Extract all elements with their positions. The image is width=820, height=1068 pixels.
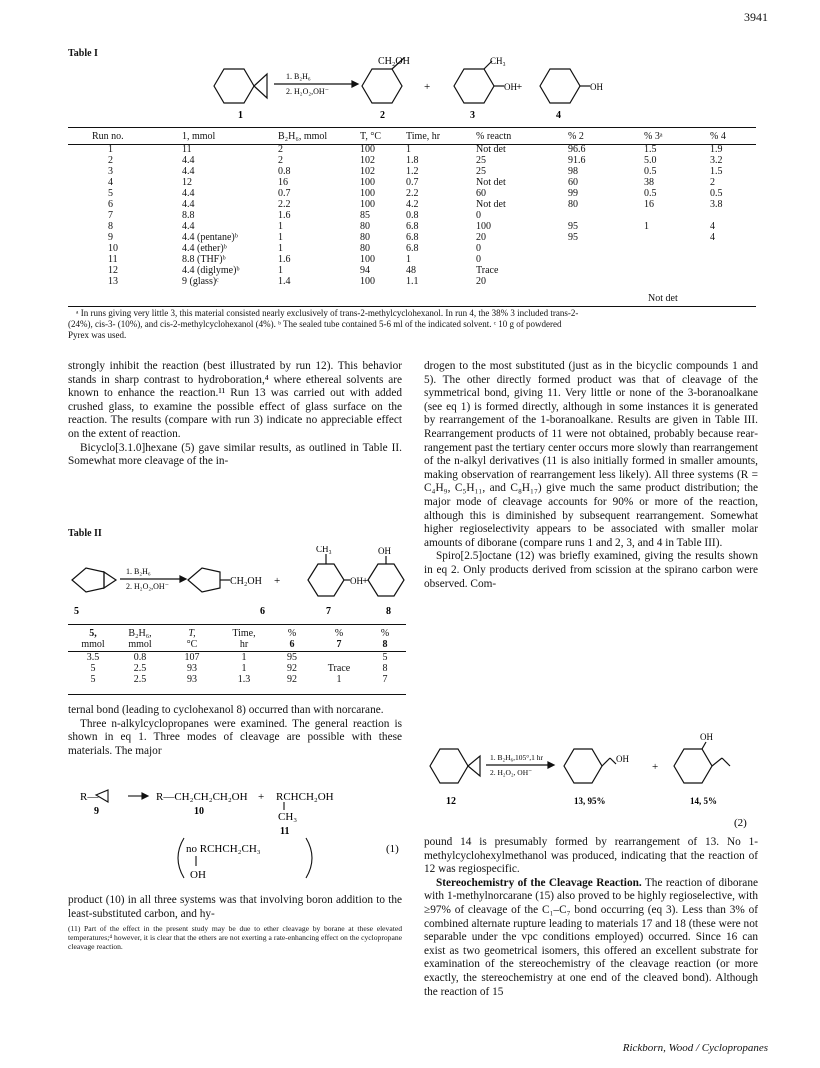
table1-cell: 6.8: [406, 232, 419, 243]
table1-cell: [642, 232, 708, 243]
t1-reagent-bottom: 2. H₂O₂,OH⁻: [286, 87, 329, 96]
t2-reagent-top: 1. B₂H₆: [126, 567, 151, 576]
t2-header-pct8: % 8: [380, 628, 390, 650]
table1-cell: 80: [360, 232, 370, 243]
table1-cell: 99: [568, 188, 578, 199]
table1-cell: 6.8: [406, 243, 419, 254]
table1-cell: 0: [476, 243, 481, 254]
table1-cell: 1.5: [644, 144, 657, 155]
t2-oh-8: OH: [378, 546, 391, 556]
table1-row: [92, 166, 756, 177]
table1-cell: 9 (glass)ᶜ: [182, 276, 219, 287]
t2-header-b2h6: B₂H₆, mmol: [128, 628, 152, 650]
table1-cell: 1: [406, 144, 411, 155]
table2-cell: 8: [382, 663, 388, 674]
table1: [92, 129, 756, 287]
eq1-label-9: 9: [94, 806, 99, 817]
left-para-1: strongly inhibit the reaction (best illustrated by run 12). This behavior stands in sharp contrast to hydroboration,⁴ where ethereal solvents are known to enhance the reaction.¹¹ Run 13 was carried out with added crushed glass, to examine the possible effect of glass surface on the reaction. The results (compare with run 3) indicate no appreciable effect on the extent of reaction.: [68, 360, 402, 440]
left-column-top: [68, 360, 402, 469]
t1-footnote-line2: (24%), cis-3- (10%), and cis-2-methylcyclohexanol (4%). ᵇ The sealed tube contained 5-6 ml of the indicated solvent. ᶜ 10 g of powdered: [68, 319, 562, 329]
table1-cell: 3.2: [710, 155, 723, 166]
table2-cell: 2.5: [133, 674, 147, 685]
eq2-reagent-bottom: 2. H₂O₂, OH⁻: [490, 768, 533, 777]
left-para-2: Bicyclo[3.1.0]hexane (5) gave similar results, as outlined in Table II. Somewhat more cleavage of the in-: [68, 441, 402, 468]
table1-cell: 0.5: [644, 166, 657, 177]
t1-compound-3: 3: [470, 110, 475, 121]
table1-cell: 4.4: [182, 199, 195, 210]
table1-cell: [642, 276, 708, 287]
table1-cell: 1.5: [710, 166, 723, 177]
t1-header-run: Run no.: [92, 131, 124, 142]
table1-cell: [566, 210, 642, 221]
table1-cell: 60: [476, 188, 486, 199]
t2-ch3: CH₃: [316, 546, 332, 554]
t2-compound-7: 7: [326, 606, 331, 617]
table1-cell: 9: [108, 232, 113, 243]
table1-row: [92, 177, 756, 188]
table1-cell: 4.4 (ether)ᵇ: [182, 243, 227, 254]
t2-ch2oh: CH₂OH: [230, 576, 262, 587]
eq2-oh-13: OH: [616, 754, 629, 764]
table1-cell: 7: [108, 210, 113, 221]
left-column-middle: [68, 704, 402, 758]
table1-cell: 4.4 (diglyme)ᵇ: [182, 265, 240, 276]
table1-cell: 25: [476, 155, 486, 166]
table1-cell: 48: [406, 265, 416, 276]
t2-compound-6: 6: [260, 606, 265, 617]
table1-cell: 0.5: [644, 188, 657, 199]
table1-cell: 80: [360, 221, 370, 232]
left-para-4: Three n-alkylcyclopropanes were examined. The general reaction is shown in eq 1. Three modes of cleavage are possible with these materials. The major: [68, 717, 402, 757]
t2-reagent-bottom: 2. H₂O₂,OH⁻: [126, 582, 169, 591]
t1-oh-4: OH: [590, 82, 603, 92]
t2-header-5: 5, mmol: [81, 628, 105, 650]
table1-cell: 11: [108, 254, 118, 265]
table1-row: [92, 232, 756, 243]
t1-header-time: Time, hr: [406, 131, 441, 142]
table1-cell: 4: [710, 232, 715, 243]
table1-cell: 1: [278, 265, 283, 276]
table1-row: [92, 155, 756, 166]
table1-scheme: [200, 52, 640, 124]
table1-cell: 4.4: [182, 221, 195, 232]
table1-cell: 3.8: [710, 199, 723, 210]
table1-cell: 2: [710, 177, 715, 188]
table1-cell: 38: [644, 177, 654, 188]
table2: [72, 626, 406, 685]
table1-cell: 8.8 (THF)ᵇ: [182, 254, 226, 265]
left-para-3: ternal bond (leading to cyclohexanol 8) occurred than with norcarane.: [68, 704, 384, 716]
t1-compound-1: 1: [238, 110, 243, 121]
table2-row: [72, 663, 406, 674]
table1-cell: 1.4: [278, 276, 291, 287]
eq2-reagent-top: 1. B₂H₆,105°,1 hr: [490, 753, 544, 762]
page-footer: Rickborn, Wood / Cyclopropanes: [622, 1042, 768, 1054]
table2-cell: 1.3: [237, 674, 251, 685]
table2-cell: 5: [382, 652, 388, 663]
table2-cell: 7: [382, 674, 388, 685]
t1-oh-3: OH: [504, 82, 517, 92]
table1-row: [92, 276, 756, 287]
table1-cell: 0.8: [406, 210, 419, 221]
table1-cell: 4.4 (pentane)ᵇ: [182, 232, 238, 243]
table2-cell: 95: [287, 652, 297, 663]
table1-cell: 0.7: [406, 177, 419, 188]
table1-footnotes: [68, 308, 758, 341]
table1-cell: 2: [108, 155, 113, 166]
table1-cell: [642, 243, 708, 254]
right-para-3: pound 14 is presumably formed by rearrangement of 13. No 1-methylcyclohexylmethanol was produced, indicating that the reaction of 12 was regiospecific.: [424, 836, 758, 876]
table1-row: [92, 210, 756, 221]
t2-header-temp: T, °C: [186, 628, 198, 650]
table1-row: [92, 243, 756, 254]
table2-cell: 0.8: [133, 652, 147, 663]
table1-cell: 98: [568, 166, 578, 177]
table1-cell: 25: [476, 166, 486, 177]
table1-row: [92, 188, 756, 199]
right-para-1: drogen to the most substituted (just as in the bicyclic compounds 1 and 5). The other directly formed product was that of cleavage of the symmetrical bond, giving 11. Very little or none of the 3-boranoalkane (see eq 1) is formed directly, although in some instances it is generated by rearrangement of the 1-boranoalkane. Results are given in Table III. Rearrangement products of 11 were not obtained, probably because rearrangement past the tertiary center occurs more slowly than rearrangement of the n-alkyl derivatives (11 is also initially formed in smaller amounts, making observation of rearrangement less likely). All three systems (R = C₄H₉, C₅H₁₁, and C₈H₁₇) give much the same product distribution; the major mode of cleavage accounts for 90% or more of the reaction, although this is diminished by subsequent rearrangement. Somewhat higher regioselectivity appears to be associated with smaller molar amounts of diborane (compare runs 1 and 2, 3, and 4 in Table III).: [424, 360, 758, 549]
eq1-no: no RCHCH₂CH₃: [186, 843, 261, 855]
eq1-label-10: 10: [194, 806, 204, 817]
table2-cell: [314, 652, 364, 663]
eq2-label-14: 14, 5%: [690, 796, 717, 806]
table1-cell: [708, 243, 756, 254]
right-column-bottom: [424, 836, 758, 999]
table1-cell: 1.6: [278, 210, 291, 221]
t1-plus-2: +: [516, 81, 523, 93]
table1-row: [92, 265, 756, 276]
table1-cell: 1: [278, 232, 283, 243]
table2-cell: 1: [241, 652, 247, 663]
table1-cell: 8: [108, 221, 113, 232]
table1-cell: 95: [568, 221, 578, 232]
table1-row: [92, 199, 756, 210]
table1-cell: 5.0: [644, 155, 657, 166]
table2-cell: 92: [287, 663, 297, 674]
table1-cell: 5: [108, 188, 113, 199]
table1-cell: 95: [568, 232, 578, 243]
t1-header-pct3: % 3ᵃ: [644, 131, 663, 142]
table1-row: [92, 221, 756, 232]
eq2-plus: +: [652, 761, 659, 773]
table1-cell: 1: [278, 243, 283, 254]
t1-header-reactn: % reactn: [476, 131, 512, 142]
table1-cell: 4.4: [182, 188, 195, 199]
table2-cell: 2.5: [133, 663, 147, 674]
table1-cell: 6: [108, 199, 113, 210]
table2-header-row: [72, 626, 406, 652]
right-para-4: [424, 877, 758, 999]
t1-footnote-line1: ᵃ In runs giving very little 3, this material consisted nearly exclusively of trans-2-methylcyclohexanol. In run 4, the 38% 3 included trans-2-: [76, 308, 579, 318]
table1-cell: 4: [710, 221, 715, 232]
table1-cell: 6.8: [406, 221, 419, 232]
table1-cell: 20: [476, 232, 486, 243]
page-number: 3941: [744, 10, 768, 24]
table1-cell: Not det: [476, 177, 506, 188]
table1-cell: 1.1: [406, 276, 419, 287]
t2-compound-8: 8: [386, 606, 391, 617]
eq1-ch3: CH₃: [278, 811, 298, 823]
eq1-number: (1): [386, 843, 399, 855]
table1-cell: [566, 254, 642, 265]
equation-2: [424, 732, 758, 832]
footnote-11: (11) Part of the effect in the present study may be due to ether cleavage by borane at these elevated temperatures;⁴ however, it is clear that the ethers are not exerting a rate-enhancing effect on the cyclopropane cleavage reaction.: [68, 924, 402, 951]
eq1-r: R—: [80, 791, 99, 803]
left-column-bottom: [68, 894, 402, 921]
table2-row: [72, 652, 406, 663]
table1-cell: 1.9: [710, 144, 723, 155]
right-para-4-text: The reaction of diborane with 1-methylnorcarane (15) also proved to be highly regioselective, with ≥97% of cleavage of the C₁–C₇ bond occurring (eq 3). Less than 3% of combined alternate rupture leading to materials 17 and 18 (these were not separable under the vpc conditions employed) occurred. Since 16 can exist as two geometrical isomers, this offered an excellent substrate for examination of the stereochemistry of the cleavage reaction (or more exactly, the stereochemistry at one end of the cleaved bond). Although the reaction of 15: [424, 876, 758, 998]
eq2-oh-14: OH: [700, 732, 713, 742]
table1-header-row: [92, 129, 756, 144]
table2-row: [72, 674, 406, 685]
table2-cell: 3.5: [86, 652, 100, 663]
table1-cell: 12: [108, 265, 118, 276]
t2-oh-7: OH: [350, 576, 363, 586]
table1-cell: Not det: [476, 199, 506, 210]
table2-cell: 107: [184, 652, 200, 663]
left-para-5: product (10) in all three systems was that involving boron addition to the least-substituted carbon, and hy-: [68, 894, 402, 920]
eq1-prod10: R—CH₂CH₂CH₂OH: [156, 791, 248, 803]
table1-cell: 3: [108, 166, 113, 177]
table1-cell: 96.6: [568, 144, 586, 155]
table1-cell: 100: [360, 254, 375, 265]
t1-header-pct2: % 2: [568, 131, 584, 142]
table1-cell: 2.2: [278, 199, 291, 210]
table2-label: Table II: [68, 528, 102, 539]
table1-cell: 102: [360, 166, 375, 177]
table1-cell: 2.2: [406, 188, 419, 199]
table1-cell: [566, 276, 642, 287]
t2-header-pct7: % 7: [334, 628, 344, 650]
table2-cell: 5: [90, 674, 96, 685]
table1-cell: 1.6: [278, 254, 291, 265]
table1-cell: 10: [108, 243, 118, 254]
table1-cell: 0.7: [278, 188, 291, 199]
t1-footnote-line3: Pyrex was used.: [68, 330, 127, 340]
table2-cell: 92: [287, 674, 297, 685]
table1-cell: Not det: [476, 144, 506, 155]
t2-header-time: Time, hr: [232, 628, 256, 650]
table1-cell: 0.8: [278, 166, 291, 177]
table1-cell: 100: [360, 177, 375, 188]
table1-cell: 1: [278, 221, 283, 232]
table1-cell: 0: [476, 210, 481, 221]
table2-cell: 1: [241, 663, 247, 674]
table1-cell: 8.8: [182, 210, 195, 221]
table1-cell: 100: [360, 144, 375, 155]
table1-cell: 16: [644, 199, 654, 210]
table1-cell: [708, 276, 756, 287]
table1-cell: [708, 254, 756, 265]
table1-cell: 0.5: [710, 188, 723, 199]
table1-cell: [642, 265, 708, 276]
table2-scheme: [68, 546, 408, 620]
table1-cell: [566, 243, 642, 254]
table1-cell: 85: [360, 210, 370, 221]
table1-cell: 1: [644, 221, 649, 232]
table1-cell: 12: [182, 177, 192, 188]
table1-cell: 4.2: [406, 199, 419, 210]
table1-cell: [642, 210, 708, 221]
table1-cell: 4: [108, 177, 113, 188]
table1-cell: 60: [568, 177, 578, 188]
eq2-number: (2): [734, 817, 747, 829]
table1-cell: 80: [360, 243, 370, 254]
table1-cell: Trace: [476, 265, 499, 276]
table1-cell: 102: [360, 155, 375, 166]
table1-cell: 11: [182, 144, 192, 155]
t1-reagent-top: 1. B₂H₆: [286, 72, 311, 81]
equation-1: [68, 788, 408, 896]
t2-compound-5: 5: [74, 606, 79, 617]
table1-cell: 20: [476, 276, 486, 287]
table1-cell: 100: [360, 199, 375, 210]
table1-cell: 2: [278, 144, 283, 155]
t2-header-pct6: % 6: [287, 628, 297, 650]
t1-compound-2: 2: [380, 110, 385, 121]
eq2-label-12: 12: [446, 796, 456, 807]
table1-cell: 100: [476, 221, 491, 232]
t1-header-1mmol: 1, mmol: [182, 131, 216, 142]
t1-compound-4: 4: [556, 110, 561, 121]
t1-header-b2h6: B₂H₆, mmol: [278, 131, 328, 142]
table1-cell: 91.6: [568, 155, 586, 166]
table1-cell: 13: [108, 276, 118, 287]
table2-cell: 1: [336, 674, 342, 685]
table1-row: [92, 144, 756, 155]
table1-cell: 16: [278, 177, 288, 188]
table1-cell: [708, 265, 756, 276]
table1-cell: 80: [568, 199, 578, 210]
table1-cell: 1.8: [406, 155, 419, 166]
right-para-2: Spiro[2.5]octane (12) was briefly examined, giving the results shown in eq 2. Only products derived from scission at the spirano carbon were observed. Com-: [424, 550, 758, 590]
table1-cell: 1: [406, 254, 411, 265]
table1-cell: 94: [360, 265, 370, 276]
eq1-prod11: RCHCH₂OH: [276, 791, 334, 803]
eq1-oh: OH: [190, 869, 206, 881]
table2-cell: 93: [187, 674, 197, 685]
table1-cell: [566, 265, 642, 276]
right-column-top: [424, 360, 758, 591]
table2-cell: 5: [90, 663, 96, 674]
t1-ch3: CH₃: [490, 56, 506, 66]
t1-row13-not-det: Not det: [648, 293, 678, 304]
table2-cell: Trace: [327, 663, 351, 674]
t1-header-temp: T, °C: [360, 131, 382, 142]
table2-cell: 93: [187, 663, 197, 674]
stereochem-heading: Stereochemistry of the Cleavage Reaction.: [436, 876, 642, 889]
table1-row: [92, 254, 756, 265]
table1-cell: [708, 210, 756, 221]
table1-cell: 1.2: [406, 166, 419, 177]
t1-plus-1: +: [424, 81, 431, 93]
table1-cell: 4.4: [182, 166, 195, 177]
table1-label: Table I: [68, 48, 98, 59]
eq1-plus: +: [258, 791, 265, 803]
table1-cell: 0: [476, 254, 481, 265]
table1-cell: [642, 254, 708, 265]
t2-plus-2: +: [362, 575, 369, 587]
eq2-label-13: 13, 95%: [574, 796, 606, 806]
table1-cell: 100: [360, 188, 375, 199]
table1-cell: 1: [108, 144, 113, 155]
eq1-label-11: 11: [280, 826, 290, 837]
t1-ch2oh: CH₂OH: [378, 56, 410, 67]
t2-plus-1: +: [274, 575, 281, 587]
table1-cell: 4.4: [182, 155, 195, 166]
t1-header-pct4: % 4: [710, 131, 726, 142]
table1-cell: 100: [360, 276, 375, 287]
table1-cell: 2: [278, 155, 283, 166]
